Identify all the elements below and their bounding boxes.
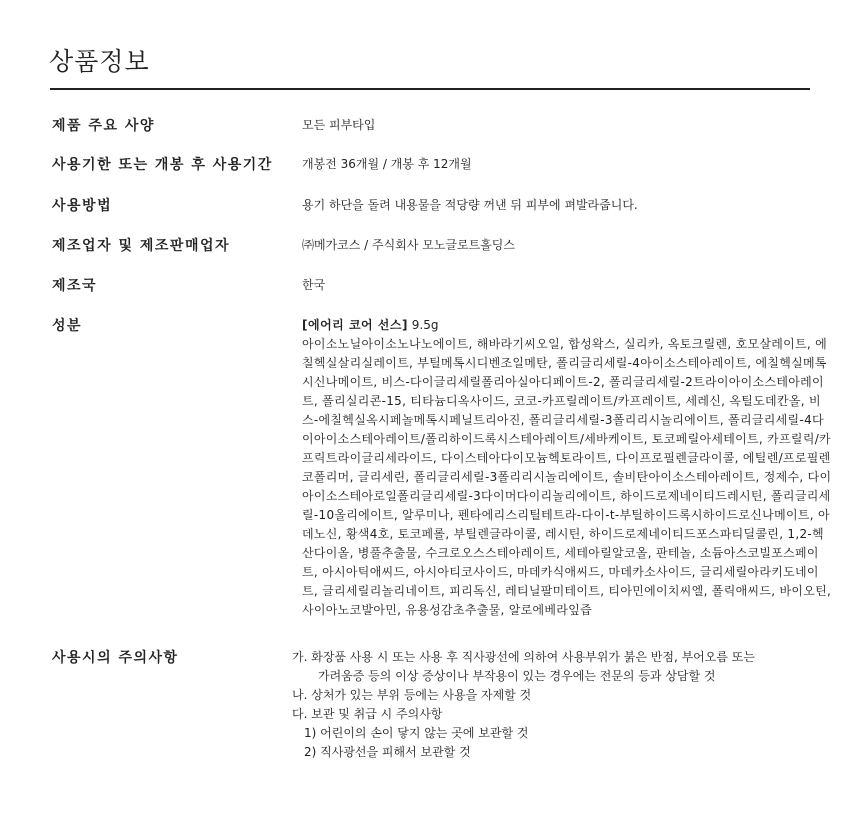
caution-list [292, 648, 822, 762]
caution-value [292, 648, 822, 762]
ingredients-header [302, 316, 832, 335]
row-value: ㈜메가코스 / 주식회사 모노글로트홀딩스 [302, 238, 515, 252]
row-label: 제조업자 및 제조판매업자 [52, 238, 231, 254]
page-title: 상품정보 [49, 47, 150, 76]
row-value: 모든 피부타입 [302, 118, 376, 132]
row-label: 사용기한 또는 개봉 후 사용기간 [52, 157, 273, 173]
ingredients-value [302, 316, 832, 620]
caution-item: 다. 보관 및 취급 시 주의사항 [292, 707, 443, 721]
product-name: [에어리 코어 선스] [302, 318, 408, 332]
row-label: 사용시의 주의사항 [52, 650, 179, 666]
row-label: 제품 주요 사양 [52, 118, 155, 134]
row-label: 제조국 [52, 278, 98, 294]
product-weight: 9.5g [407, 318, 439, 332]
caution-item-continued: 가려움증 등의 이상 증상이나 부작용이 있는 경우에는 전문의 등과 상담할 것 [318, 669, 716, 683]
ingredients-list: 아이소노닐아이소노나노에이트, 해바라기씨오일, 합성왁스, 실리카, 옥토크릴렌, 호모살레이트, 에칠헥실살리실레이트, 부틸메톡시디벤조일메탄, 폴리글리세릴-4아이소스테아레이트, 에칠헥실메톡시신나메이트, 비스-다이글리세릴폴리아실아디페이트-2, 폴리글리세릴-2트라이아이소스테아레이트, 폴리실리콘-15, 티타늄디옥사이드, 코코-카프릴레이트/카프레이트, 세레신, 옥틸도데칸올, 비스-에칠헥실옥시페놀메톡시페닐트리아진, 폴리글리세릴-3폴리리시놀리에이트, 폴리글리세릴-4다이아이소스테아레이트/폴리하이드록시스테아레이트/세바케이트, 토코페릴아세테이트, 카프릴릭/카프릭트라이글리세라이드, 다이스테아다이모늄헥토라이트, 다이프로필렌글라이콜, 에틸렌/프로필렌코폴리머, 글리세린, 폴리글리세릴-3폴리리시놀리에이트, 솔비탄아이소스테아레이트, 정제수, 다이아이소스테아로일폴리글리세릴-3다이머다이리놀리에이트, 하이드로제네이티드레시틴, 폴리글리세릴-10올리에이트, 알루미나, 펜타에리스리틸테트라-다이-t-부틸하이드록시하이드로신나메이트, 아데노신, 황색4호, 토코페롤, 부틸렌글라이콜, 레시틴, 하이드로제네이티드포스파티딜콜린, 1,2-헥산다이올, 병풀추출물, 수크로오스스테아레이트, 세테아릴알코올, 판테놀, 소듐아스코빌포스페이트, 아시아틱애씨드, 아시아티코사이드, 마데카식애씨드, 마데카소사이드, 글리세릴아라키도네이트, 글리세릴리놀리네이트, 피리독신, 레티닐팔미테이트, 티아민에이치씨엘, 폴릭애씨드, 바이오틴, 사이아노코발아민, 유용성감초추출물, 알로에베라잎즙 [302, 337, 832, 617]
row-label: 성분 [52, 318, 83, 334]
row-value: 한국 [302, 278, 326, 292]
title-divider [50, 88, 810, 90]
caution-item: 나. 상처가 있는 부위 등에는 사용을 자제할 것 [292, 688, 532, 702]
caution-subitem: 1) 어린이의 손이 닿지 않는 곳에 보관할 것 [304, 726, 529, 740]
caution-subitem: 2) 직사광선을 피해서 보관할 것 [304, 745, 471, 759]
row-value: 용기 하단을 돌려 내용물을 적당량 꺼낸 뒤 피부에 펴발라줍니다. [302, 198, 638, 212]
caution-item: 가. 화장품 사용 시 또는 사용 후 직사광선에 의하여 사용부위가 붉은 반점, 부어오름 또는 [292, 650, 755, 664]
row-label: 사용방법 [52, 198, 113, 214]
row-value: 개봉전 36개월 / 개봉 후 12개월 [302, 157, 472, 171]
